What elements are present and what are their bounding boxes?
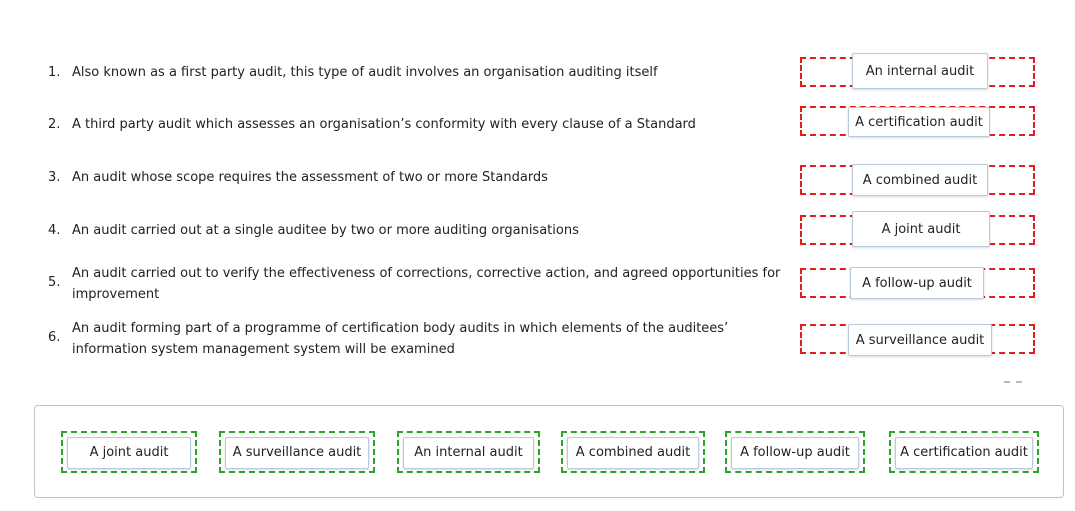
question-number: 4. — [48, 223, 61, 238]
question-row-4 — [0, 220, 1075, 244]
answer-bank-slot-4[interactable] — [561, 431, 705, 473]
answer-bank-slot-2[interactable] — [219, 431, 375, 473]
answer-option-chip[interactable]: A combined audit — [567, 437, 699, 469]
question-number: 6. — [48, 330, 61, 345]
question-number: 3. — [48, 170, 61, 185]
placed-answer-chip-6[interactable]: A surveillance audit — [848, 324, 992, 356]
question-number: 5. — [48, 275, 61, 290]
answer-bank-slot-6[interactable] — [889, 431, 1039, 473]
placed-answer-chip-2[interactable]: A certification audit — [848, 107, 990, 137]
answer-option-chip[interactable]: A certification audit — [895, 437, 1033, 469]
question-text: An audit forming part of a programme of certification body audits in which elements of the auditees’ information system management system will be examined — [72, 321, 729, 357]
answer-option-chip[interactable]: An internal audit — [403, 437, 534, 469]
answer-bank-slot-3[interactable] — [397, 431, 540, 473]
question-number: 2. — [48, 117, 61, 132]
question-number: 1. — [48, 65, 61, 80]
answer-bank-panel — [34, 405, 1064, 498]
answer-bank-slot-1[interactable] — [61, 431, 197, 473]
answer-option-chip[interactable]: A joint audit — [67, 437, 191, 469]
placed-answer-chip-5[interactable]: A follow-up audit — [850, 267, 984, 299]
question-row-6 — [0, 318, 1075, 360]
question-row-5 — [0, 263, 1075, 305]
question-text: Also known as a first party audit, this type of audit involves an organisation auditing itself — [72, 65, 658, 80]
answer-bank-slot-5[interactable] — [725, 431, 865, 473]
question-row-2 — [0, 114, 1075, 138]
question-text: An audit carried out at a single auditee by two or more auditing organisations — [72, 223, 579, 238]
question-text: An audit carried out to verify the effectiveness of corrections, corrective action, and agreed opportunities for improvement — [72, 266, 781, 302]
placed-answer-chip-4[interactable]: A joint audit — [852, 211, 990, 247]
question-text: A third party audit which assesses an organisation’s conformity with every clause of a Standard — [72, 117, 696, 132]
answer-option-chip[interactable]: A surveillance audit — [225, 437, 369, 469]
question-row-3 — [0, 167, 1075, 191]
decorative-dash — [1004, 381, 1022, 383]
question-text: An audit whose scope requires the assessment of two or more Standards — [72, 170, 548, 185]
placed-answer-chip-3[interactable]: A combined audit — [852, 164, 988, 196]
question-row-1 — [0, 62, 1075, 86]
placed-answer-chip-1[interactable]: An internal audit — [852, 53, 988, 89]
answer-option-chip[interactable]: A follow-up audit — [731, 437, 859, 469]
